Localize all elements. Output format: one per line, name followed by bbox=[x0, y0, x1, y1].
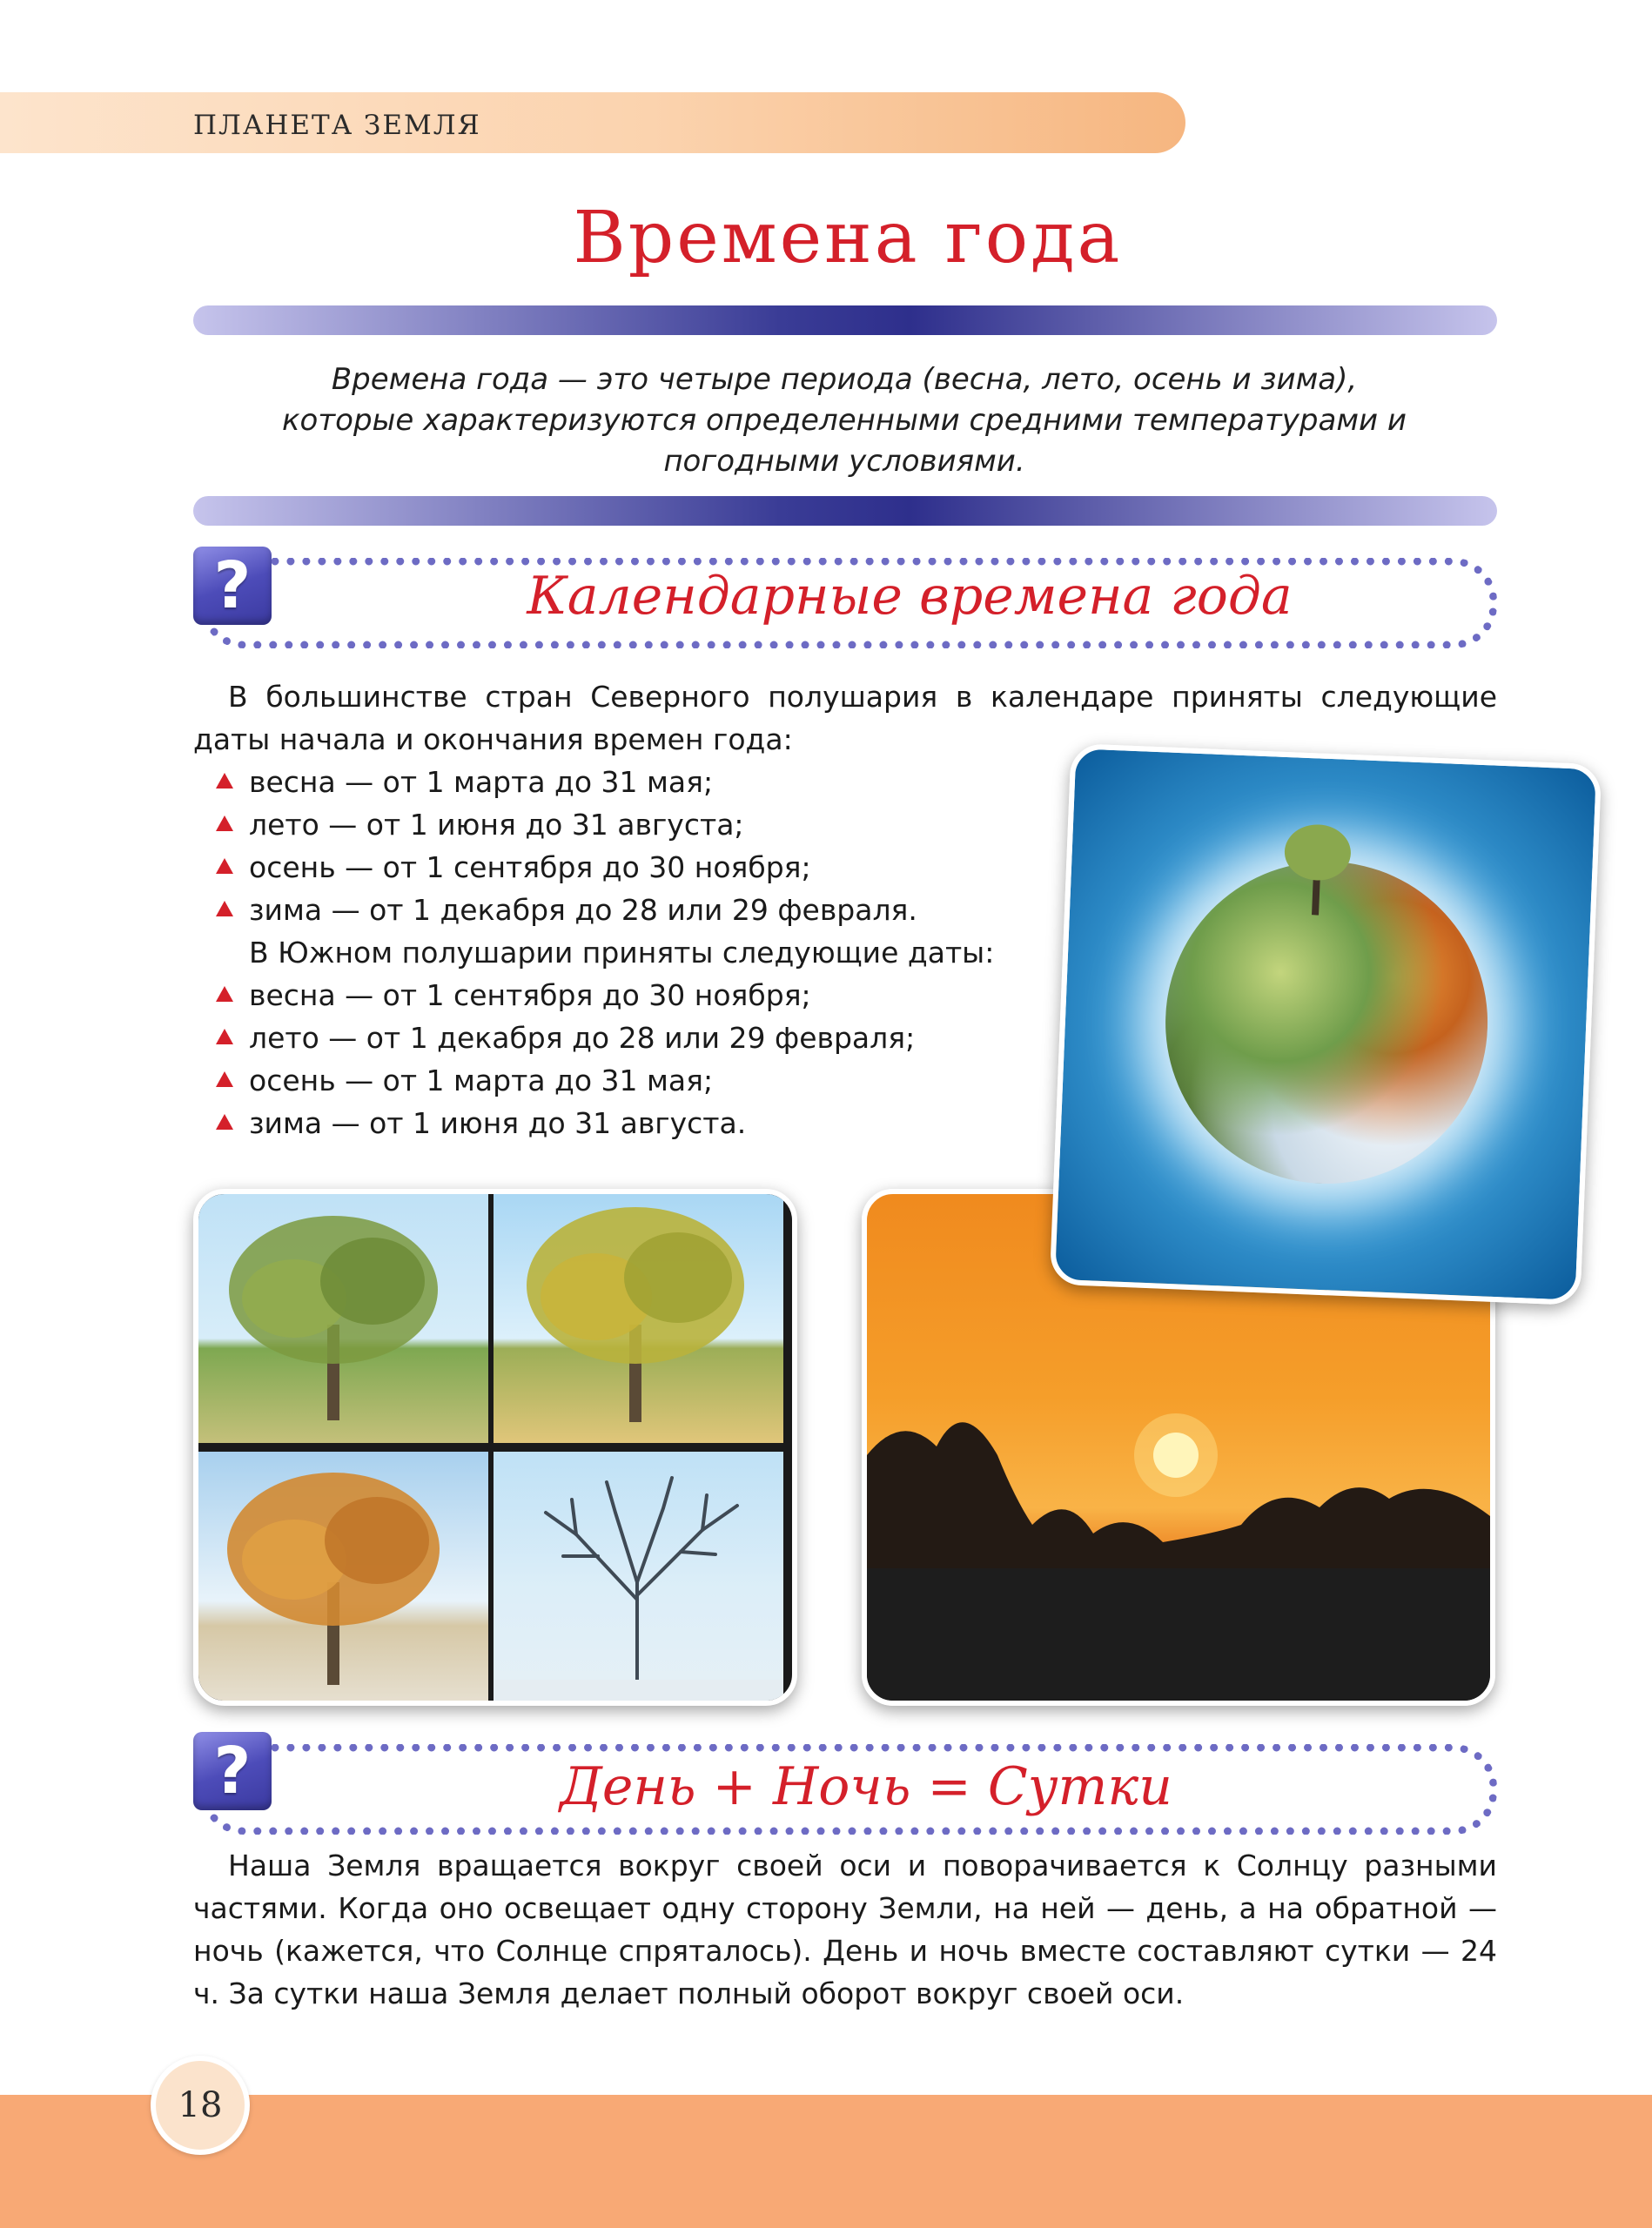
four-seasons-tree-photo bbox=[193, 1189, 797, 1706]
list-item: весна — от 1 марта до 31 мая; bbox=[214, 761, 917, 803]
red-triangle-icon bbox=[216, 986, 233, 1002]
southern-hemisphere-label: В Южном полушарии приняты следующие даты: bbox=[249, 936, 995, 970]
winter-tree-image bbox=[494, 1452, 783, 1701]
divider-bar-top bbox=[193, 305, 1497, 335]
list-item: лето — от 1 июня до 31 августа; bbox=[214, 803, 917, 846]
southern-hemisphere-list bbox=[214, 974, 915, 1144]
red-triangle-icon bbox=[216, 858, 233, 874]
red-triangle-icon bbox=[216, 1029, 233, 1044]
divider-bar-bottom bbox=[193, 496, 1497, 526]
globe-tree-image bbox=[1277, 818, 1359, 917]
autumn-tree-image bbox=[198, 1452, 488, 1701]
red-triangle-icon bbox=[216, 815, 233, 831]
day-night-paragraph: Наша Земля вращается вокруг своей оси и поворачивается к Солнцу разными частями. Когда оно освещает одну сторону Земли, на ней — день, а на обратной — ночь (кажется, что Солнце спряталось). День и ночь вместе составляют сутки — 24 ч. За сутки наша Земля делает полный оборот вокруг своей оси. bbox=[193, 1849, 1497, 2010]
list-item: зима — от 1 декабря до 28 или 29 февраля. bbox=[214, 889, 917, 931]
list-item: осень — от 1 марта до 31 мая; bbox=[214, 1059, 915, 1102]
section-label: ПЛАНЕТА ЗЕМЛЯ bbox=[193, 110, 481, 141]
page-number: 18 bbox=[178, 2085, 223, 2125]
definition-text: Времена года — это четыре периода (весна, лето, осень и зима), которые характеризуются определенными средними температурами и погодными условиями. bbox=[282, 362, 1407, 479]
red-triangle-icon bbox=[216, 1071, 233, 1087]
seasons-globe-photo bbox=[1050, 743, 1602, 1305]
red-triangle-icon bbox=[216, 1114, 233, 1130]
red-triangle-icon bbox=[216, 901, 233, 916]
question-mark-icon: ? bbox=[193, 547, 272, 625]
list-item: весна — от 1 сентября до 30 ноября; bbox=[214, 974, 915, 1017]
red-triangle-icon bbox=[216, 773, 233, 789]
section-banner bbox=[0, 92, 1185, 153]
list-item: осень — от 1 сентября до 30 ноября; bbox=[214, 846, 917, 889]
section-heading: День + Ночь = Сутки bbox=[560, 1756, 1172, 1817]
section-heading: Календарные времена года bbox=[527, 566, 1293, 627]
list-item: зима — от 1 июня до 31 августа. bbox=[214, 1102, 915, 1144]
list-item: лето — от 1 декабря до 28 или 29 февраля; bbox=[214, 1017, 915, 1059]
question-mark-icon: ? bbox=[193, 1732, 272, 1810]
page-title: Времена года bbox=[573, 197, 1123, 279]
northern-hemisphere-list bbox=[214, 761, 917, 931]
summer-tree-image bbox=[494, 1194, 783, 1443]
intro-paragraph: В большинстве стран Северного полушария в календаре приняты следующие даты начала и окончания времен года: bbox=[193, 680, 1497, 756]
spring-tree-image bbox=[198, 1194, 488, 1443]
